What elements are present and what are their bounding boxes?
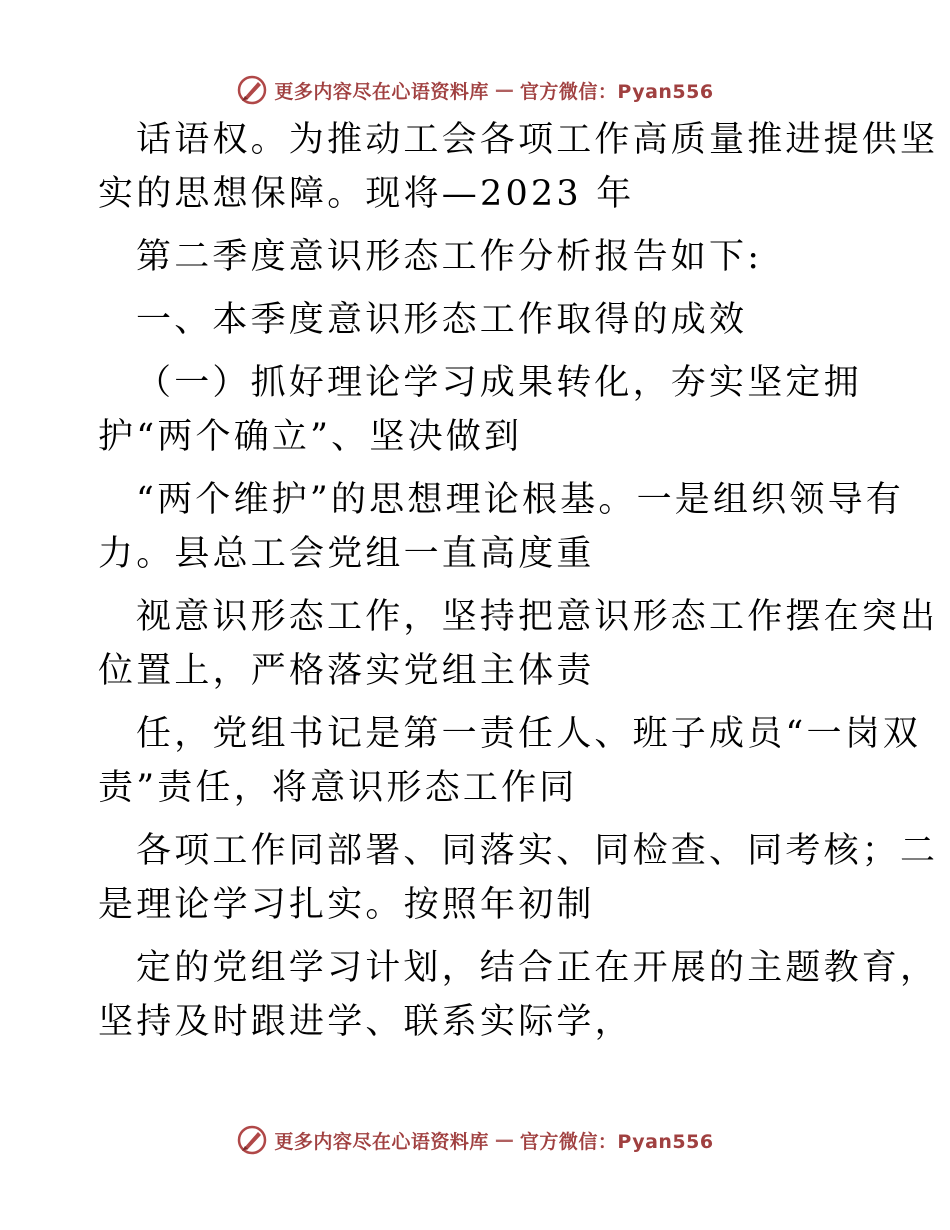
text-line: 位置上，严格落实党组主体责	[98, 651, 595, 691]
text-line: 力。县总工会党组一直高度重	[98, 534, 595, 574]
document-body	[98, 120, 939, 1042]
text-line: 是理论学习扎实。按照年初制	[98, 885, 595, 925]
text-line: 任，党组书记是第一责任人、班子成员“一岗双	[136, 714, 922, 754]
section-heading: 一、本季度意识形态工作取得的成效	[136, 300, 748, 340]
watermark-separator: —	[494, 1129, 514, 1151]
watermark-text: 更多内容尽在心语资料库	[274, 80, 489, 103]
text-line: 定的党组学习计划，结合正在开展的主题教育，	[136, 948, 939, 988]
watermark-wechat: 官方微信：Pyan556	[519, 1130, 714, 1153]
text-line: 护“两个确立”、坚决做到	[98, 417, 523, 457]
text-line: 第二季度意识形态工作分析报告如下:	[136, 237, 763, 277]
text-line: 责”责任，将意识形态工作同	[98, 768, 578, 808]
subsection-heading: （一）抓好理论学习成果转化，夯实坚定拥	[136, 363, 862, 403]
text-line: 视意识形态工作，坚持把意识形态工作摆在突出	[136, 597, 939, 637]
header-watermark	[0, 70, 950, 110]
quill-logo-icon	[236, 74, 268, 106]
footer-watermark	[0, 1120, 950, 1160]
watermark-text: 更多内容尽在心语资料库	[274, 1130, 489, 1153]
text-line: “两个维护”的思想理论根基。一是组织领导有	[136, 480, 904, 520]
text-line: 各项工作同部署、同落实、同检查、同考核；二	[136, 831, 939, 871]
watermark-separator: —	[494, 79, 514, 101]
text-line: 话语权。为推动工会各项工作高质量推进提供坚	[136, 120, 939, 160]
watermark-wechat: 官方微信：Pyan556	[519, 80, 714, 103]
text-line: 坚持及时跟进学、联系实际学，	[98, 1002, 633, 1042]
quill-logo-icon	[236, 1124, 268, 1156]
text-line: 实的思想保障。现将—2023 年	[98, 174, 635, 214]
